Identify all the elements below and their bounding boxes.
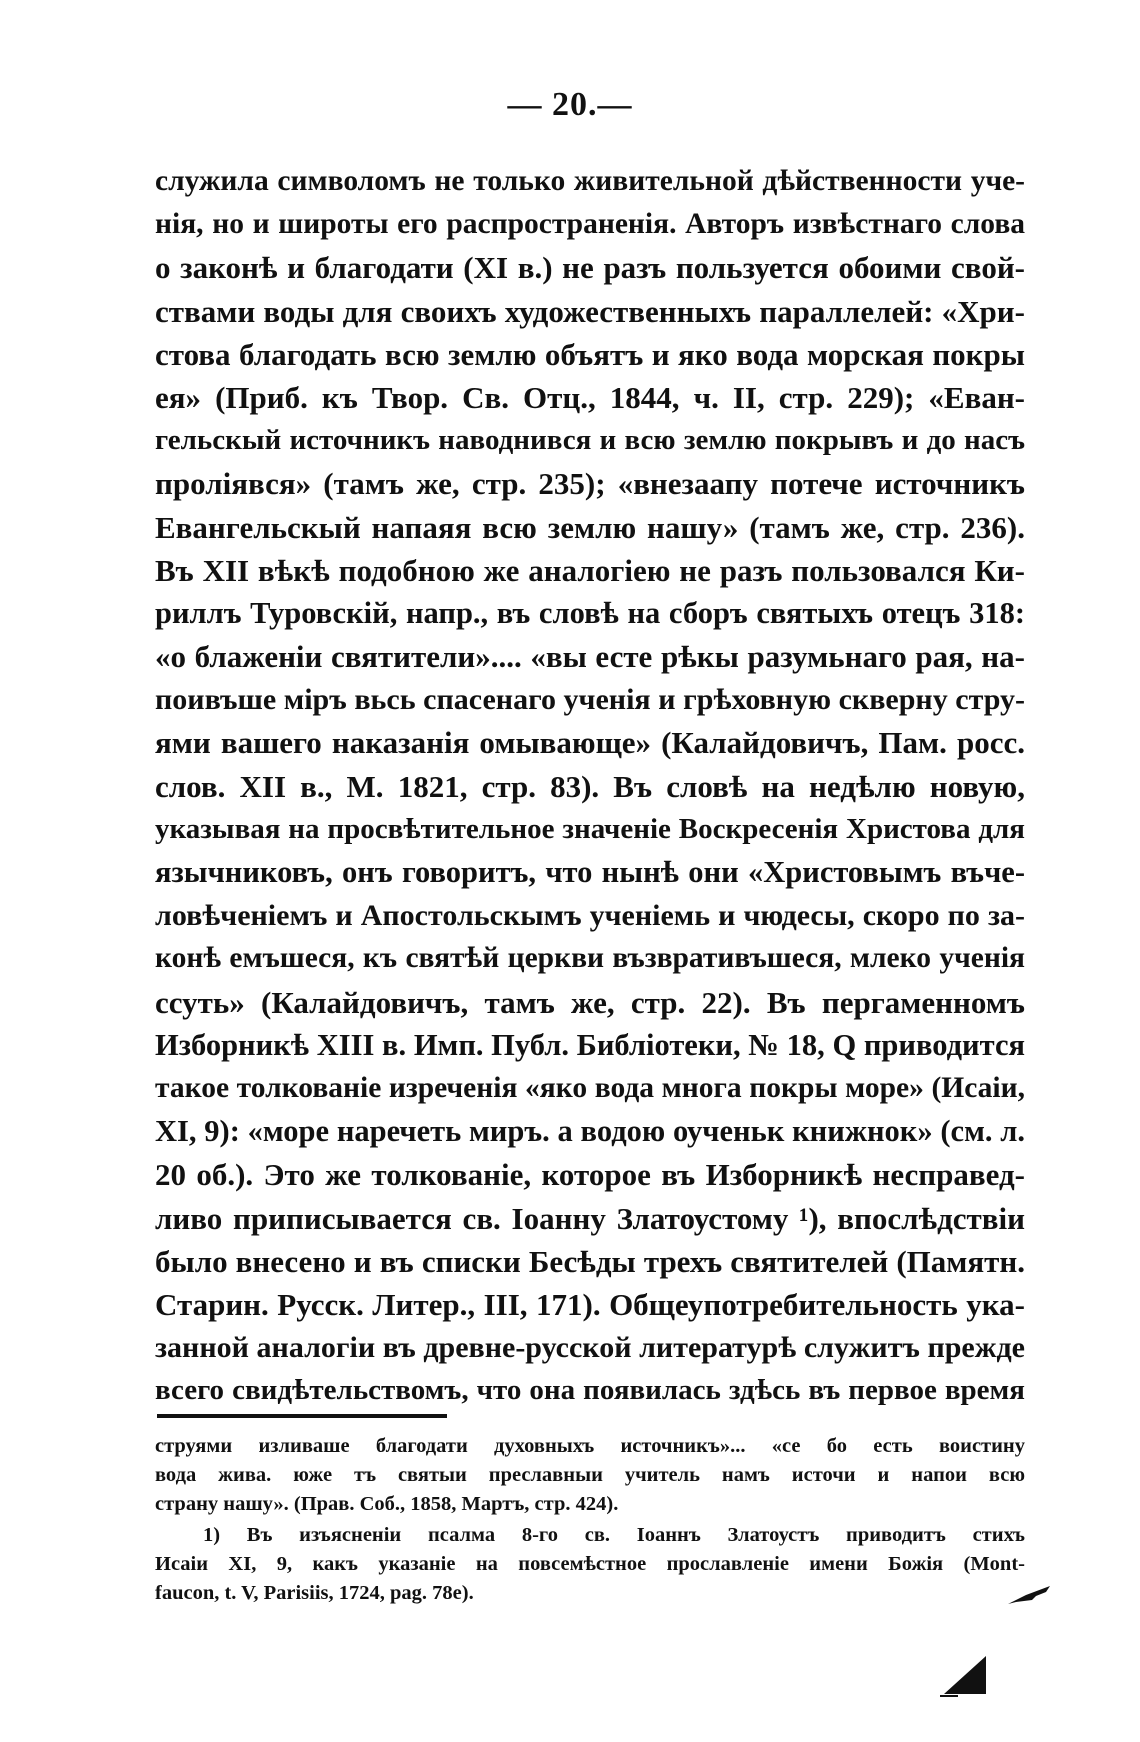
text-line: «о блаженіи святители».... «вы есте рѣкы разумьнаго рая, на- bbox=[155, 639, 1025, 675]
text-line: слов. XII в., М. 1821, стр. 83). Въ словѣ на недѣлю новую, bbox=[155, 768, 1025, 804]
footnote-separator-rule bbox=[157, 1414, 447, 1418]
text-line: ея» (Приб. къ Твор. Св. Отц., 1844, ч. II, стр. 229); «Еван- bbox=[155, 379, 1025, 415]
footnote-continuation-line: страну нашу». (Прав. Соб., 1858, Мартъ, стр. 424). bbox=[155, 1493, 619, 1515]
page-number: — 20.— bbox=[507, 86, 633, 123]
footnote-1-line: 1) Въ изъясненіи псалма 8-го св. Іоаннъ Златоустъ приводитъ стихъ bbox=[203, 1524, 1025, 1546]
text-line: ссуть» (Калайдовичъ, тамъ же, стр. 22). Въ пергаменномъ bbox=[155, 984, 1025, 1020]
text-line: указывая на просвѣтительное значеніе Воскресенія Христова для bbox=[155, 812, 1025, 845]
footnote-1-line: Исаіи XI, 9, какъ указаніе на повсемѣстное прославленіе имени Божія (Mont- bbox=[155, 1553, 1025, 1575]
ink-smudge-mark bbox=[1006, 1584, 1052, 1606]
text-line: ствами воды для своихъ художественныхъ параллелей: «Хри- bbox=[155, 293, 1025, 329]
footnotes bbox=[155, 1432, 1025, 1608]
ink-corner-mark bbox=[940, 1648, 990, 1698]
text-line: Старин. Русск. Литер., III, 171). Общеупотребительность ука- bbox=[155, 1286, 1025, 1322]
text-line: ями вашего наказанія омывающе» (Калайдовичъ, Пам. росс. bbox=[155, 725, 1025, 761]
text-line: 20 об.). Это же толкованіе, которое въ Изборникѣ несправед- bbox=[155, 1157, 1025, 1193]
text-line: XI, 9): «море наречеть миръ. а водою оученьк книжнок» (см. л. bbox=[155, 1114, 1025, 1149]
text-line: конѣ емъшеся, къ святѣй церкви възвративъшеся, млеко ученія bbox=[155, 942, 1025, 975]
text-line: гельскый источникъ наводнився и всю землю покрывъ и до насъ bbox=[155, 424, 1025, 457]
footnote-continuation-line: вода жива. юже тъ святыи преславныи учитель намъ источи и напои всю bbox=[155, 1464, 1025, 1486]
footnote-continuation-line: струями изливаше благодати духовныхъ источникъ»... «се бо есть воистину bbox=[155, 1435, 1025, 1457]
text-line: Въ XII вѣкѣ подобною же аналогіею не разъ пользовался Ки- bbox=[155, 552, 1025, 588]
text-line: риллъ Туровскій, напр., въ словѣ на сборъ святыхъ отецъ 318: bbox=[155, 595, 1025, 630]
text-line: язычниковъ, онъ говоритъ, что нынѣ они «Христовымъ въче- bbox=[155, 855, 1025, 889]
footnote-1-line: faucon, t. V, Parisiis, 1724, pag. 78e). bbox=[155, 1582, 474, 1604]
text-line: было внесено и въ списки Бесѣды трехъ святителей (Памятн. bbox=[155, 1243, 1025, 1279]
text-line: о законѣ и благодати (XI в.) не разъ пользуется обоими свой- bbox=[155, 250, 1025, 286]
text-line: ловѣченіемъ и Апостольскымъ ученіемь и чюдесы, скоро по за- bbox=[155, 899, 1025, 933]
text-line: нія, но и широты его распространенія. Авторъ извѣстнаго слова bbox=[155, 208, 1025, 241]
text-line: ливо приписывается св. Іоанну Златоустому ¹), впослѣдствіи bbox=[155, 1200, 1025, 1236]
text-line: стова благодать всю землю объятъ и яко вода морская покры bbox=[155, 336, 1025, 372]
text-line: поивъше міръ вьсь спасенаго ученія и грѣховную скверну стру- bbox=[155, 683, 1025, 717]
text-line: Евангельскый напаяя всю землю нашу» (тамъ же, стр. 236). bbox=[155, 509, 1025, 545]
text-line: Изборникѣ XIII в. Имп. Публ. Библіотеки, № 18, Q приводится bbox=[155, 1027, 1025, 1062]
text-line: проліявся» (тамъ же, стр. 235); «внезаапу потече источникъ bbox=[155, 466, 1025, 502]
text-line: такое толкованіе изреченія «яко вода многа покры море» (Исаіи, bbox=[155, 1071, 1025, 1104]
text-line: занной аналогіи въ древне-русской литературѣ служитъ прежде bbox=[155, 1331, 1025, 1365]
text-line: служила символомъ не только живительной дѣйственности уче- bbox=[155, 165, 1025, 197]
text-line: всего свидѣтельствомъ, что она появилась здѣсь въ первое время bbox=[155, 1374, 1025, 1407]
main-text bbox=[155, 160, 1025, 1412]
